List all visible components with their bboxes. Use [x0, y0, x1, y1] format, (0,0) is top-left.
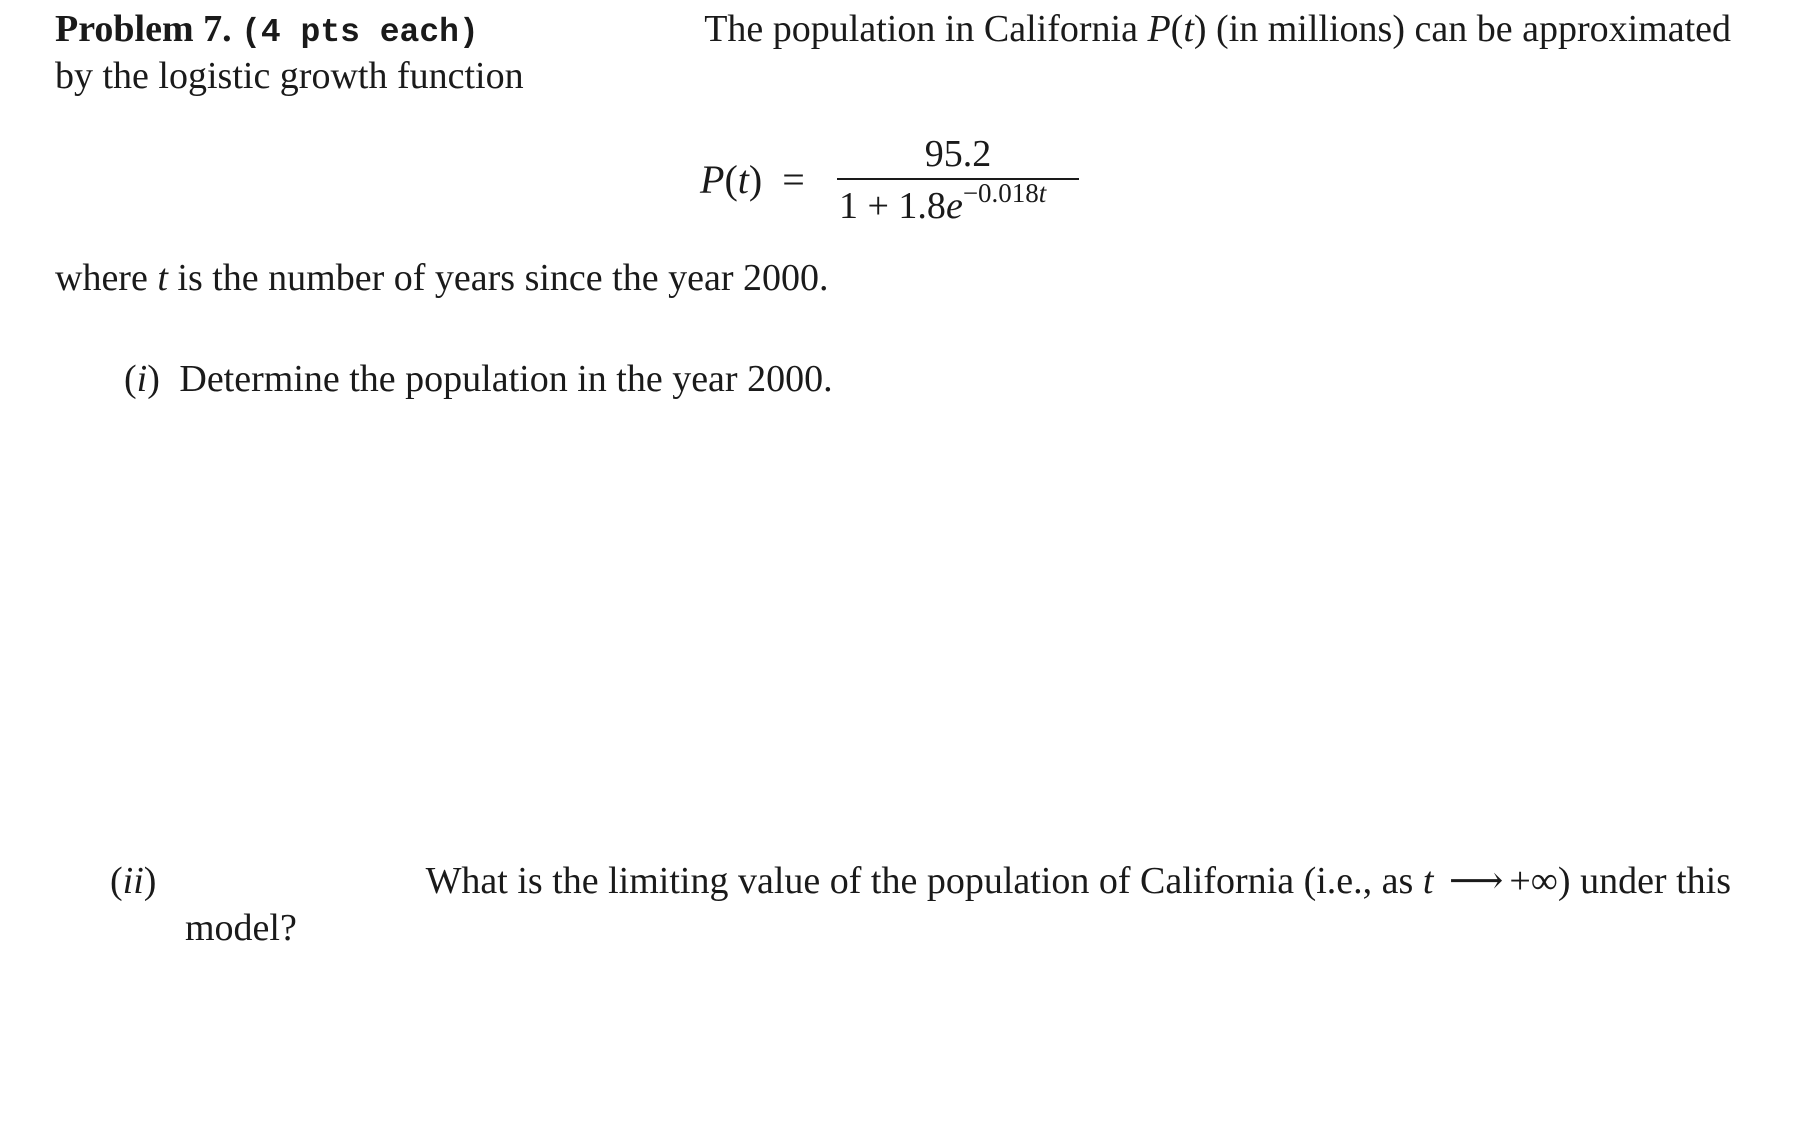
problem-points: (4 pts each)	[241, 14, 479, 51]
equation-function-name: P	[700, 157, 725, 202]
problem-intro-line2: by the logistic growth function	[55, 55, 524, 97]
part-ii-roman: ii	[122, 860, 144, 902]
intro-text-a: The population in California	[704, 8, 1148, 50]
equation-fraction	[837, 128, 1079, 228]
part-i-label	[124, 358, 160, 400]
part-ii-text-a: What is the limiting value of the population of California (i.e., as	[425, 860, 1423, 902]
part-i	[124, 360, 833, 398]
part-ii-text-line2: model?	[185, 907, 297, 949]
problem-intro-line1	[704, 10, 1731, 48]
equation-lhs	[700, 156, 805, 203]
part-i-text: Determine the population in the year 2000.	[179, 358, 833, 400]
denominator-base: 1 + 1.8	[839, 185, 946, 227]
part-ii-text-line1	[426, 862, 1731, 900]
part-ii-text-b: under this	[1570, 860, 1731, 902]
part-i-roman: i	[136, 358, 148, 400]
exponent-coefficient: −0.018	[962, 178, 1039, 209]
exponent-variable: t	[1038, 178, 1047, 209]
equation-variable: t	[737, 157, 749, 202]
equation-numerator: 95.2	[924, 133, 992, 175]
problem-label: Problem 7.	[55, 8, 232, 50]
part-ii-paren-open: (	[110, 860, 123, 902]
where-line	[55, 259, 828, 297]
part-ii-variable: t	[1422, 860, 1434, 902]
part-ii-paren-close: )	[143, 860, 157, 902]
limit-arrow: ⟶	[1448, 860, 1504, 902]
where-before: where	[55, 257, 158, 299]
equation-equals: =	[782, 157, 805, 202]
part-i-paren-close: )	[147, 358, 160, 400]
where-variable: t	[157, 257, 168, 299]
part-ii	[110, 862, 1731, 900]
where-after: is the number of years since the year 2000.	[167, 257, 829, 299]
part-i-paren-open: (	[124, 358, 137, 400]
part-ii-label	[110, 862, 156, 900]
intro-variable: t	[1183, 8, 1194, 50]
denominator-e: e	[945, 185, 963, 227]
equation-paren-open: (	[724, 157, 738, 202]
problem-header-line	[55, 10, 1731, 49]
intro-text-b: (in millions) can be approximated	[1206, 8, 1731, 50]
intro-paren-close: )	[1193, 8, 1207, 50]
intro-function-name: P	[1147, 8, 1171, 50]
equation-paren-close: )	[748, 157, 763, 202]
equation-denominator	[839, 178, 1047, 228]
denominator-exponent	[963, 178, 1047, 208]
problem-title-group	[55, 10, 479, 49]
intro-paren-open: (	[1170, 8, 1184, 50]
limit-infinity: +∞)	[1509, 860, 1571, 902]
